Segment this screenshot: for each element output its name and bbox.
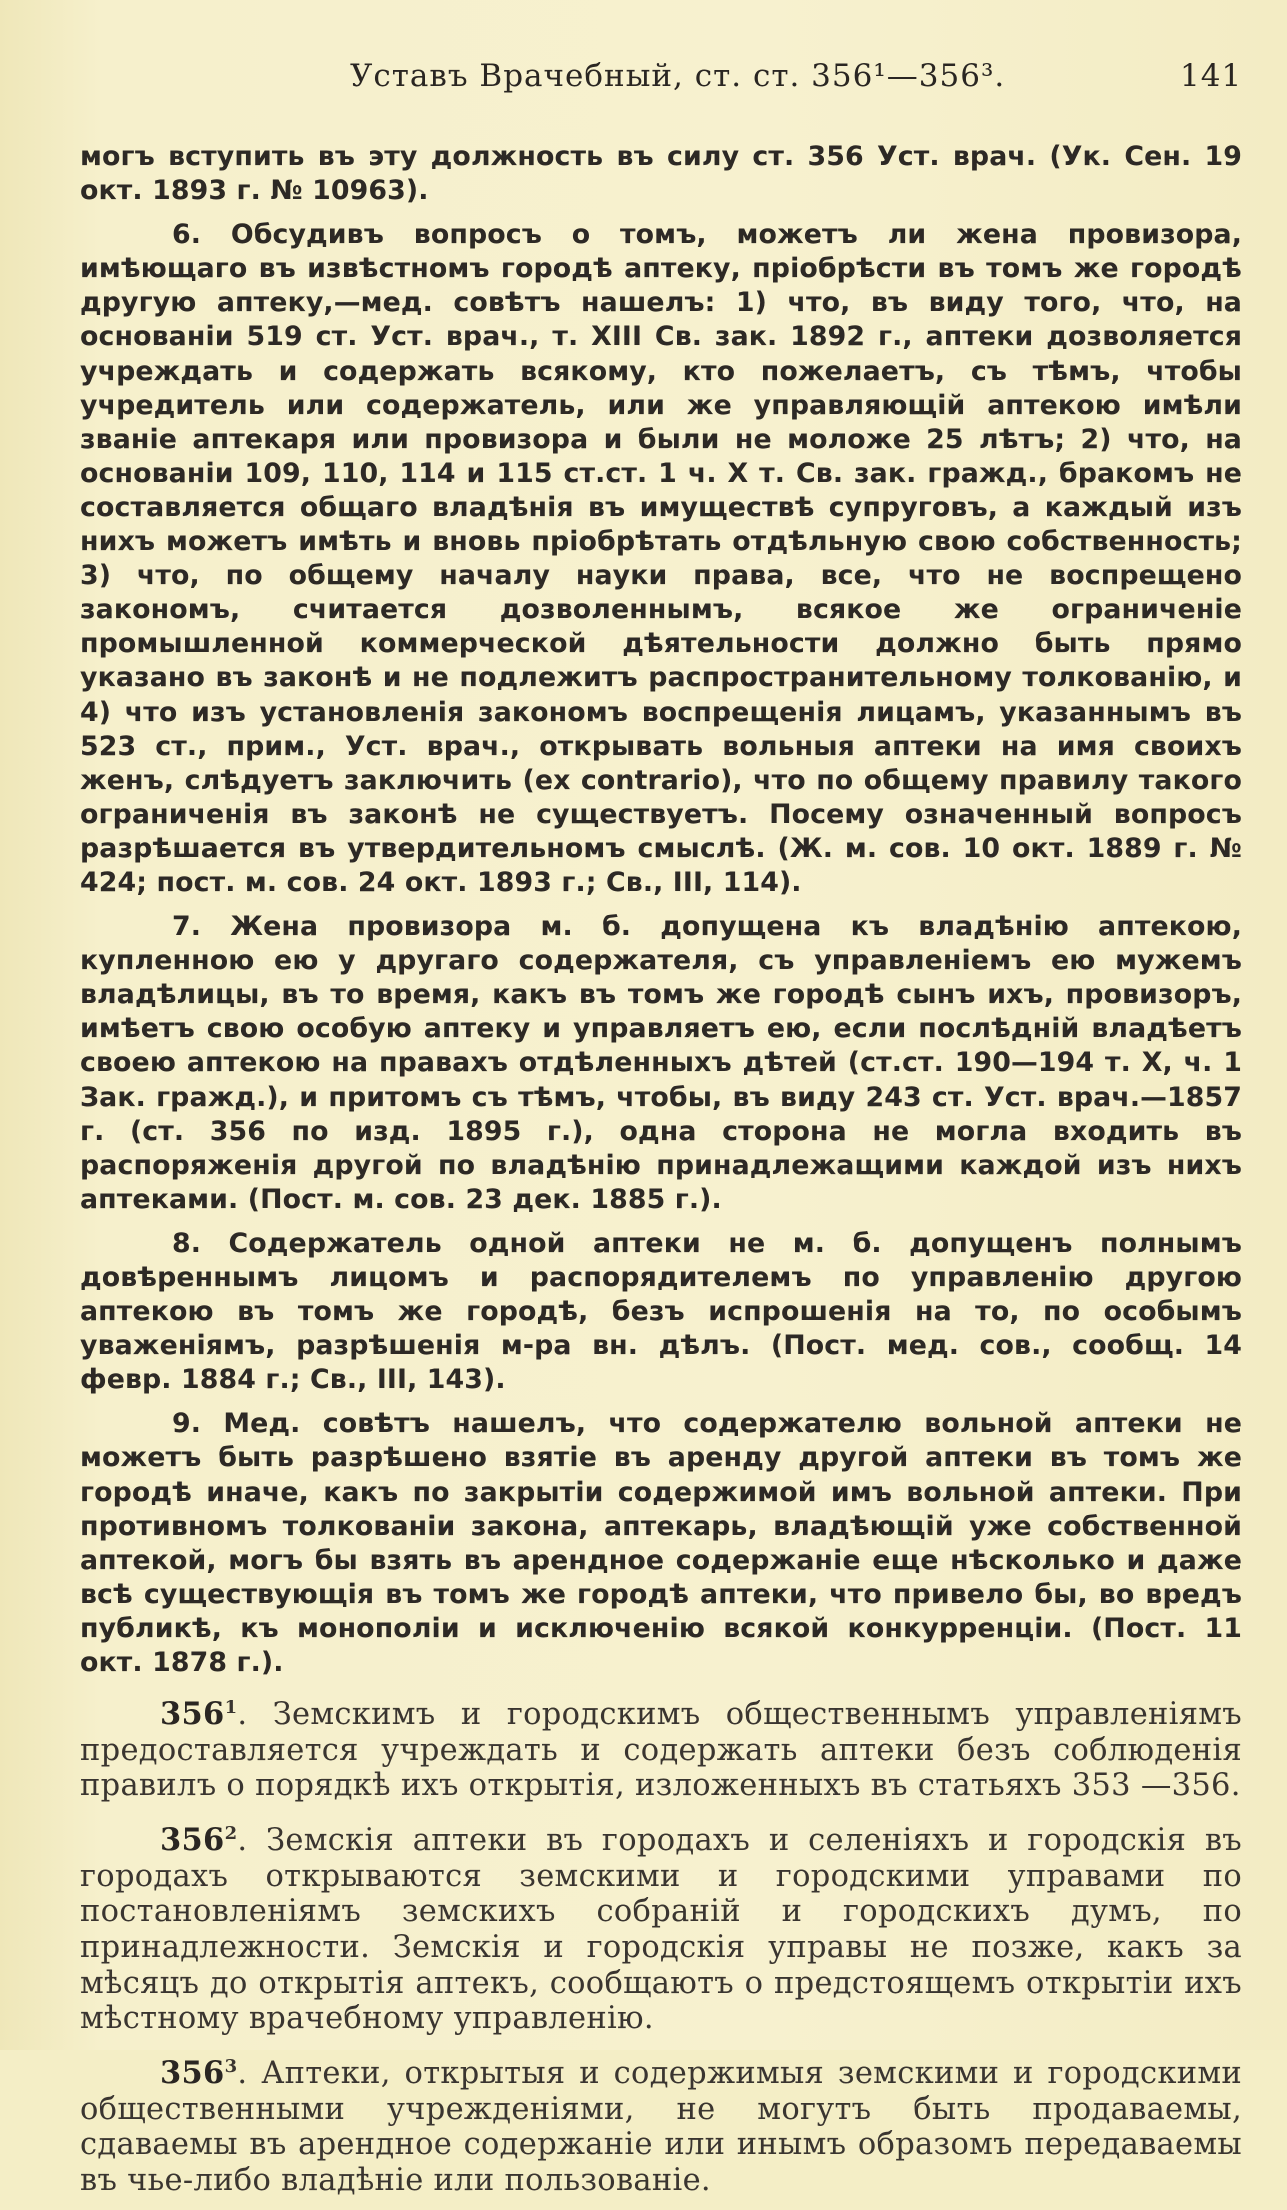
article-text: . Земскимъ и городскимъ общественнымъ управленіямъ предоставляется учреждать и содержать аптеки безъ соблюденія правилъ о порядкѣ ихъ открытія, изложенныхъ въ статьяхъ 353 —356.	[80, 1697, 1242, 1804]
article-superscript: 1	[224, 1697, 238, 1719]
article-text: . Аптеки, открытыя и содержимыя земскими и городскими общественными учрежденіями, не могутъ быть продаваемы, сдаваемы въ арендное содержаніе или инымъ образомъ передаваемы въ чье-либо владѣніе или пользованіе.	[80, 2055, 1242, 2198]
article-356-2	[80, 1816, 1242, 2037]
article-superscript: 3	[224, 2055, 238, 2077]
article-number: 356	[160, 1822, 225, 1859]
note-continuation: могъ вступить въ эту должность въ силу ст. 356 Уст. врач. (Ук. Сен. 19 окт. 1893 г. № 10963).	[80, 141, 1242, 207]
note-6: 6. Обсудивъ вопросъ о томъ, можетъ ли жена провизора, имѣющаго въ извѣстномъ городѣ аптеку, пріобрѣсти въ томъ же городѣ другую аптеку,—мед. совѣтъ нашелъ: 1) что, въ виду того, что, на основаніи 519 ст. Уст. врач., т. XIII Св. зак. 1892 г., аптеки дозволяется учреждать и содержать всякому, кто пожелаетъ, съ тѣмъ, чтобы учредитель или содержатель, или же управляющій аптекою имѣли званіе аптекаря или провизора и были не моложе 25 лѣтъ; 2) что, на основаніи 109, 110, 114 и 115 ст.ст. 1 ч. X т. Св. зак. гражд., бракомъ не составляется общаго владѣнія въ имуществѣ супруговъ, а каждый изъ нихъ можетъ имѣть и вновь пріобрѣтать отдѣльную свою собственность; 3) что, по общему началу науки права, все, что не воспрещено закономъ, считается дозволеннымъ, всякое же ограниченіе промышленной коммерческой дѣятельности должно быть прямо указано въ законѣ и не подлежитъ распространительному толкованію, и 4) что изъ установленія закономъ воспрещенія лицамъ, указаннымъ въ 523 ст., прим., Уст. врач., открывать вольныя аптеки на имя своихъ женъ, слѣдуетъ заключить (ex contrario), что по общему правилу такого ограниченія въ законѣ не существуетъ. Посему означенный вопросъ разрѣшается въ утвердительномъ смыслѣ. (Ж. м. сов. 10 окт. 1889 г. № 424; пост. м. сов. 24 окт. 1893 г.; Св., III, 114).	[80, 219, 1242, 898]
article-superscript: 2	[224, 1823, 238, 1845]
note-7: 7. Жена провизора м. б. допущена къ владѣнію аптекою, купленною ею у другаго содержателя, съ управленіемъ ею мужемъ владѣлицы, въ то время, какъ въ томъ же городѣ сынъ ихъ, провизоръ, имѣетъ свою особую аптеку и управляетъ ею, если послѣдній владѣетъ своею аптекою на правахъ отдѣленныхъ дѣтей (ст.ст. 190—194 т. X, ч. 1 Зак. гражд.), и притомъ съ тѣмъ, чтобы, въ виду 243 ст. Уст. врач.—1857 г. (ст. 356 по изд. 1895 г.), одна сторона не могла входить въ распоряженія другой по владѣнію принадлежащими каждой изъ нихъ аптеками. (Пост. м. сов. 23 дек. 1885 г.).	[80, 911, 1242, 1215]
article-text: . Земскія аптеки въ городахъ и селеніяхъ и городскія въ городахъ открываются земскими и городскими управами по постановленіямъ земскихъ собраній и городскихъ думъ, по принадлежности. Земскія и городскія управы не позже, какъ за мѣсяцъ до открытія аптекъ, сообщаютъ о предстоящемъ открытіи ихъ мѣстному врачебному управленію.	[80, 1823, 1242, 2037]
article-number: 356	[160, 2054, 225, 2091]
article-number: 356	[160, 1696, 225, 1733]
note-9: 9. Мед. совѣтъ нашелъ, что содержателю вольной аптеки не можетъ быть разрѣшено взятіе въ аренду другой аптеки въ томъ же городѣ иначе, какъ по закрытіи содержимой имъ вольной аптеки. При противномъ толкованіи закона, аптекарь, владѣющій уже собственной аптекой, могъ бы взять въ арендное содержаніе еще нѣсколько и даже всѣ существующія въ томъ же городѣ аптеки, что привело бы, во вредъ публикѣ, къ монополіи и исключенію всякой конкурренціи. (Пост. 11 окт. 1878 г.).	[80, 1408, 1242, 1679]
header-title: Уставъ Врачебный, ст. ст. 356¹—356³.	[350, 58, 1006, 94]
page-number: 141	[1180, 58, 1243, 94]
article-356-1	[80, 1690, 1242, 1804]
note-8: 8. Содержатель одной аптеки не м. б. допущенъ полнымъ довѣреннымъ лицомъ и распорядителемъ по управленію другою аптекою въ томъ же городѣ, безъ испрошенія на то, по особымъ уваженіямъ, разрѣшенія м-ра вн. дѣлъ. (Пост. мед. сов., сообщ. 14 февр. 1884 г.; Св., III, 143).	[80, 1227, 1242, 1396]
article-356-3	[80, 2049, 1242, 2199]
page-body	[80, 140, 1242, 2210]
